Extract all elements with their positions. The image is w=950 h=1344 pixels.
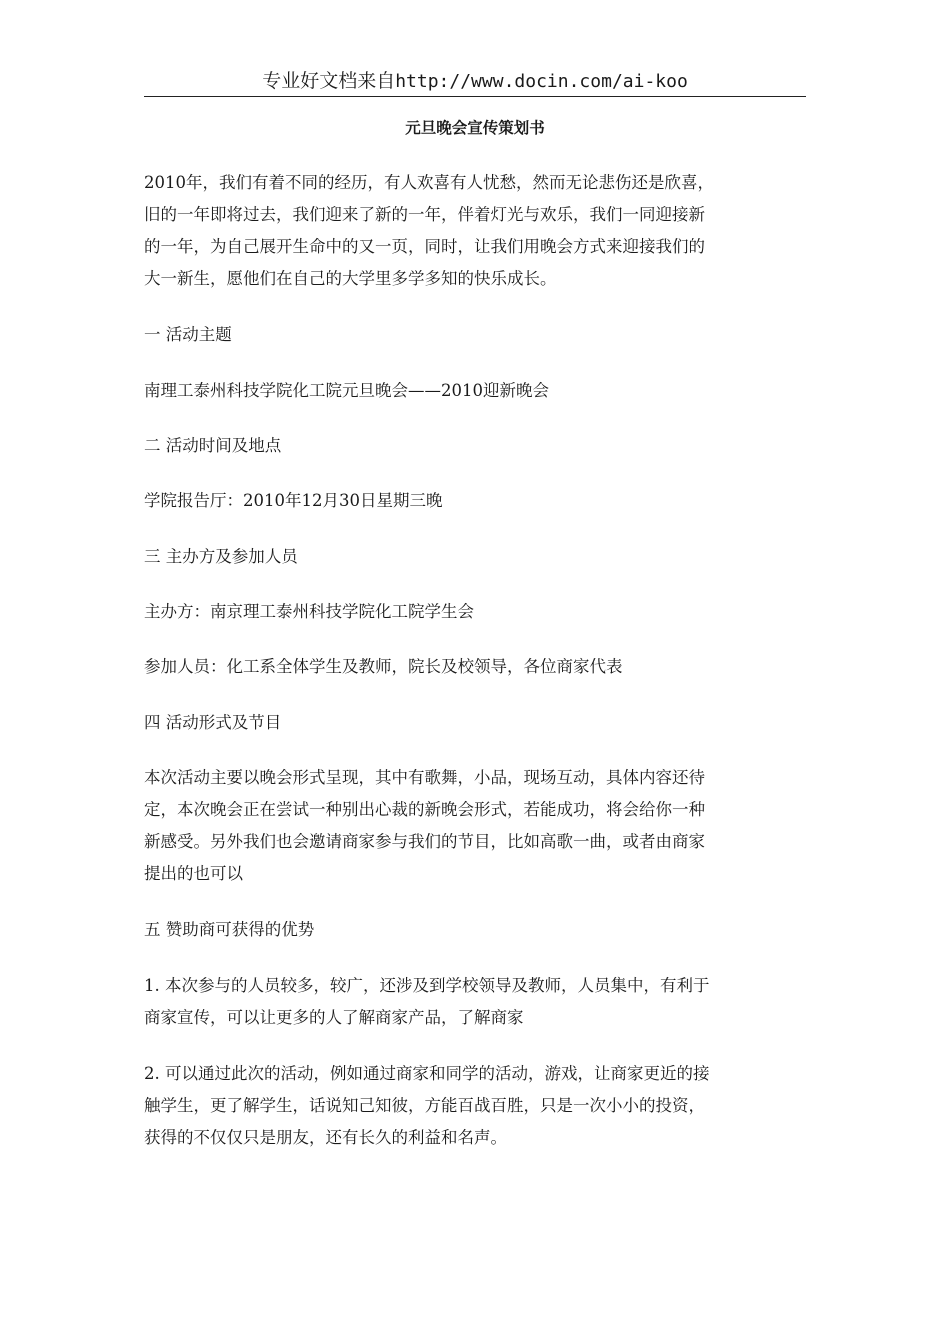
intro-line: 2010年，我们有着不同的经历，有人欢喜有人忧愁，然而无论悲伤还是欣喜， (144, 173, 714, 192)
benefit-item-2-line: 获得的不仅仅只是朋友，还有长久的利益和名声。 (144, 1128, 507, 1147)
section-text-time-place: 学院报告厅：2010年12月30日星期三晚 (144, 491, 443, 510)
section-heading-format: 四 活动形式及节目 (144, 713, 282, 732)
section-text-theme: 南理工泰州科技学院化工院元旦晚会——2010迎新晚会 (144, 381, 549, 400)
section-heading-organizers: 三 主办方及参加人员 (144, 547, 298, 566)
benefit-item-2-line: 2. 可以通过此次的活动，例如通过商家和同学的活动，游戏，让商家更近的接 (144, 1064, 710, 1083)
page-header (144, 66, 806, 97)
benefit-item-1-line: 1. 本次参与的人员较多，较广，还涉及到学校领导及教师，人员集中，有利于 (144, 976, 710, 995)
participants-text: 参加人员：化工系全体学生及教师，院长及校领导，各位商家代表 (144, 657, 623, 676)
header-url[interactable]: http://www.docin.com/ai-koo (395, 71, 688, 92)
intro-line: 的一年，为自己展开生命中的又一页，同时，让我们用晚会方式来迎接我们的 (144, 237, 705, 256)
section-heading-time-place: 二 活动时间及地点 (144, 436, 282, 455)
format-line: 提出的也可以 (144, 864, 243, 883)
format-line: 新感受。另外我们也会邀请商家参与我们的节目，比如高歌一曲，或者由商家 (144, 832, 705, 851)
header-prefix: 专业好文档来自 (262, 70, 396, 92)
intro-line: 旧的一年即将过去，我们迎来了新的一年，伴着灯光与欢乐，我们一同迎接新 (144, 205, 705, 224)
organizer-text: 主办方：南京理工泰州科技学院化工院学生会 (144, 602, 474, 621)
intro-line: 大一新生，愿他们在自己的大学里多学多知的快乐成长。 (144, 269, 557, 288)
benefit-item-2-line: 触学生，更了解学生，话说知己知彼，方能百战百胜，只是一次小小的投资， (144, 1096, 705, 1115)
section-heading-sponsor-benefits: 五 赞助商可获得的优势 (144, 920, 315, 939)
format-line: 定，本次晚会正在尝试一种别出心裁的新晚会形式，若能成功，将会给你一种 (144, 800, 705, 819)
section-heading-theme: 一 活动主题 (144, 325, 232, 344)
format-line: 本次活动主要以晚会形式呈现，其中有歌舞，小品，现场互动，具体内容还待 (144, 768, 705, 787)
benefit-item-1-line: 商家宣传，可以让更多的人了解商家产品，了解商家 (144, 1008, 524, 1027)
document-title: 元旦晚会宣传策划书 (405, 118, 545, 137)
